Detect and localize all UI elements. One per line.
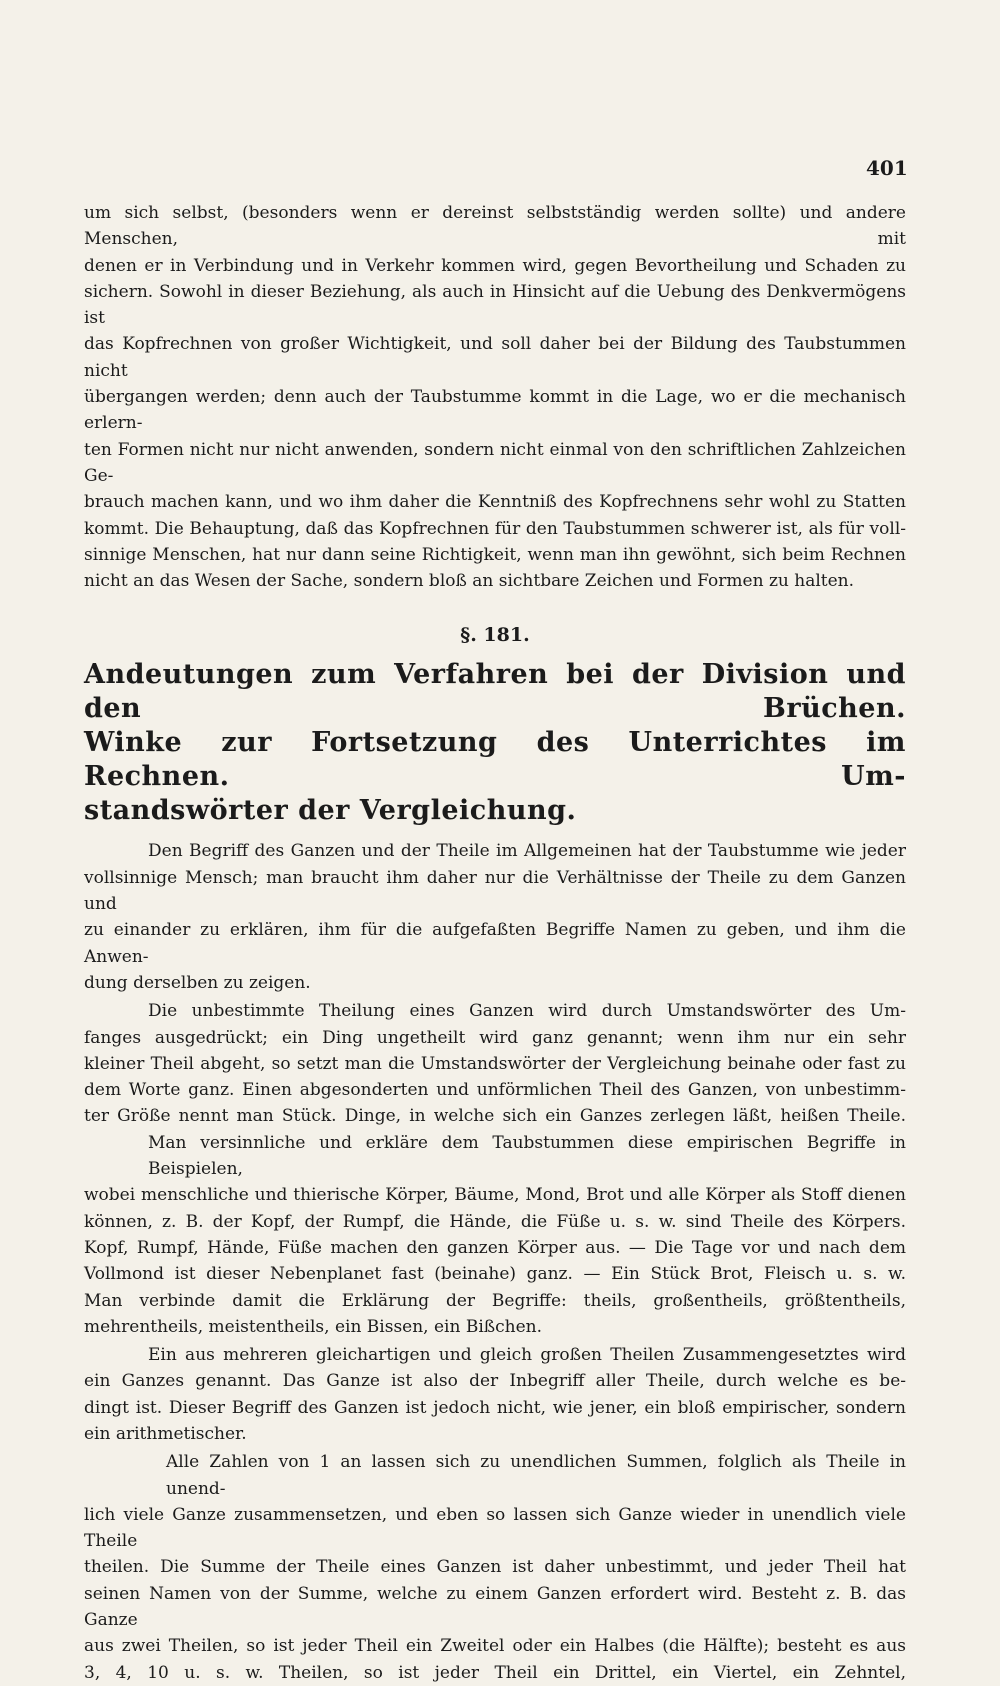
section-number: §. 181. xyxy=(460,624,530,647)
section-title-line: Andeutungen zum Verfahren bei der Division und den Brüchen. xyxy=(84,659,906,725)
paragraph-numbers-as-parts xyxy=(84,1449,906,1686)
text-line: mehrentheils, meistentheils, ein Bissen, ein Bißchen. xyxy=(84,1316,543,1337)
text-line: 3, 4, 10 u. s. w. Theilen, so ist jeder Theil ein Drittel, ein Viertel, ein Zehntel, xyxy=(84,1662,906,1683)
text-line: theilen. Die Summe der Theile eines Ganzen ist daher unbestimmt, und jeder Theil hat xyxy=(84,1557,906,1578)
text-line: lich viele Ganze zusammensetzen, und eben so lassen sich Ganze wieder in unendlich viele Theile xyxy=(84,1504,906,1552)
text-line: übergangen werden; denn auch der Taubstumme kommt in die Lage, wo er die mechanisch erlern- xyxy=(84,387,906,434)
text-line: dung derselben zu zeigen. xyxy=(84,972,311,993)
page-body xyxy=(84,200,906,1686)
text-line: Den Begriff des Ganzen und der Theile im Allgemeinen hat der Taubstumme wie jeder xyxy=(148,841,906,862)
text-line: seinen Namen von der Summe, welche zu einem Ganzen erfordert wird. Besteht z. B. das Ganze xyxy=(84,1583,906,1631)
text-line: Kopf, Rumpf, Hände, Füße machen den ganzen Körper aus. — Die Tage vor und nach dem xyxy=(84,1237,906,1258)
text-line: nicht an das Wesen der Sache, sondern bloß an sichtbare Zeichen und Formen zu halten. xyxy=(84,571,855,592)
text-line: wobei menschliche und thierische Körper, Bäume, Mond, Brot und alle Körper als Stoff dienen xyxy=(84,1185,906,1206)
paragraph-whole-definition xyxy=(84,1342,906,1447)
text-line: dem Worte ganz. Einen abgesonderten und unförmlichen Theil des Ganzen, von unbestimm- xyxy=(84,1080,906,1101)
text-line: sinnige Menschen, hat nur dann seine Richtigkeit, wenn man ihn gewöhnt, sich beim Rechnen xyxy=(84,544,906,565)
text-line: Alle Zahlen von 1 an lassen sich zu unendlichen Summen, folglich als Theile in unend- xyxy=(166,1452,906,1499)
text-line: Ein aus mehreren gleichartigen und gleich großen Theilen Zusammengesetztes wird xyxy=(148,1345,906,1366)
text-line: vollsinnige Mensch; man braucht ihm daher nur die Verhältnisse der Theile zu dem Ganzen und xyxy=(84,867,906,915)
text-line: sichern. Sowohl in dieser Beziehung, als auch in Hinsicht auf die Uebung des Denkvermögens ist xyxy=(84,281,906,329)
text-line: Man verbinde damit die Erklärung der Begriffe: theils, großentheils, größtentheils, xyxy=(84,1290,906,1311)
text-line: ein arithmetischer. xyxy=(84,1423,247,1444)
text-line: brauch machen kann, und wo ihm daher die Kenntniß des Kopfrechnens sehr wohl zu Statten xyxy=(84,492,906,513)
paragraph-indefinite-division xyxy=(84,998,906,1340)
text-line: ter Größe nennt man Stück. Dinge, in welche sich ein Ganzes zerlegen läßt, heißen Theile. xyxy=(84,1106,906,1127)
text-line: ein Ganzes genannt. Das Ganze ist also der Inbegriff aller Theile, durch welche es be- xyxy=(84,1371,906,1392)
paragraph-intro xyxy=(84,838,906,996)
text-line: Man versinnliche und erkläre dem Taubstummen diese empirischen Begriffe in Beispielen, xyxy=(148,1132,906,1180)
page-number: 401 xyxy=(866,156,908,180)
section-title-line: Winke zur Fortsetzung des Unterrichtes im Rechnen. Um- xyxy=(84,727,906,793)
text-line: aus zwei Theilen, so ist jeder Theil ein Zweitel oder ein Halbes (die Hälfte); besteht es aus xyxy=(84,1636,906,1657)
text-line: fanges ausgedrückt; ein Ding ungetheilt wird ganz genannt; wenn ihm nur ein sehr xyxy=(84,1027,906,1048)
text-line: kleiner Theil abgeht, so setzt man die Umstandswörter der Vergleichung beinahe oder fast zu xyxy=(84,1053,906,1074)
text-line: Die unbestimmte Theilung eines Ganzen wird durch Umstandswörter des Um- xyxy=(148,1001,906,1022)
paragraph-continued xyxy=(84,200,906,594)
text-line: ten Formen nicht nur nicht anwenden, sondern nicht einmal von den schriftlichen Zahlzeichen Ge- xyxy=(84,439,906,486)
text-line: das Kopfrechnen von großer Wichtigkeit, und soll daher bei der Bildung des Taubstummen nicht xyxy=(84,334,906,381)
text-line: Vollmond ist dieser Nebenplanet fast (beinahe) ganz. — Ein Stück Brot, Fleisch u. s. w. xyxy=(84,1264,906,1285)
text-line: um sich selbst, (besonders wenn er dereinst selbstständig werden sollte) und andere Menschen, mit xyxy=(84,203,906,250)
text-line: können, z. B. der Kopf, der Rumpf, die Hände, die Füße u. s. w. sind Theile des Körpers. xyxy=(84,1211,906,1232)
text-line: zu einander zu erklären, ihm für die aufgefaßten Begriffe Namen zu geben, und ihm die Anwen- xyxy=(84,920,906,967)
text-line: kommt. Die Behauptung, daß das Kopfrechnen für den Taubstummen schwerer ist, als für voll- xyxy=(84,518,906,539)
section-title xyxy=(84,658,906,828)
text-line: denen er in Verbindung und in Verkehr kommen wird, gegen Bevortheilung und Schaden zu xyxy=(84,255,906,276)
text-line: dingt ist. Dieser Begriff des Ganzen ist jedoch nicht, wie jener, ein bloß empirischer, sondern xyxy=(84,1397,906,1418)
section-title-line: standswörter der Vergleichung. xyxy=(84,795,577,827)
